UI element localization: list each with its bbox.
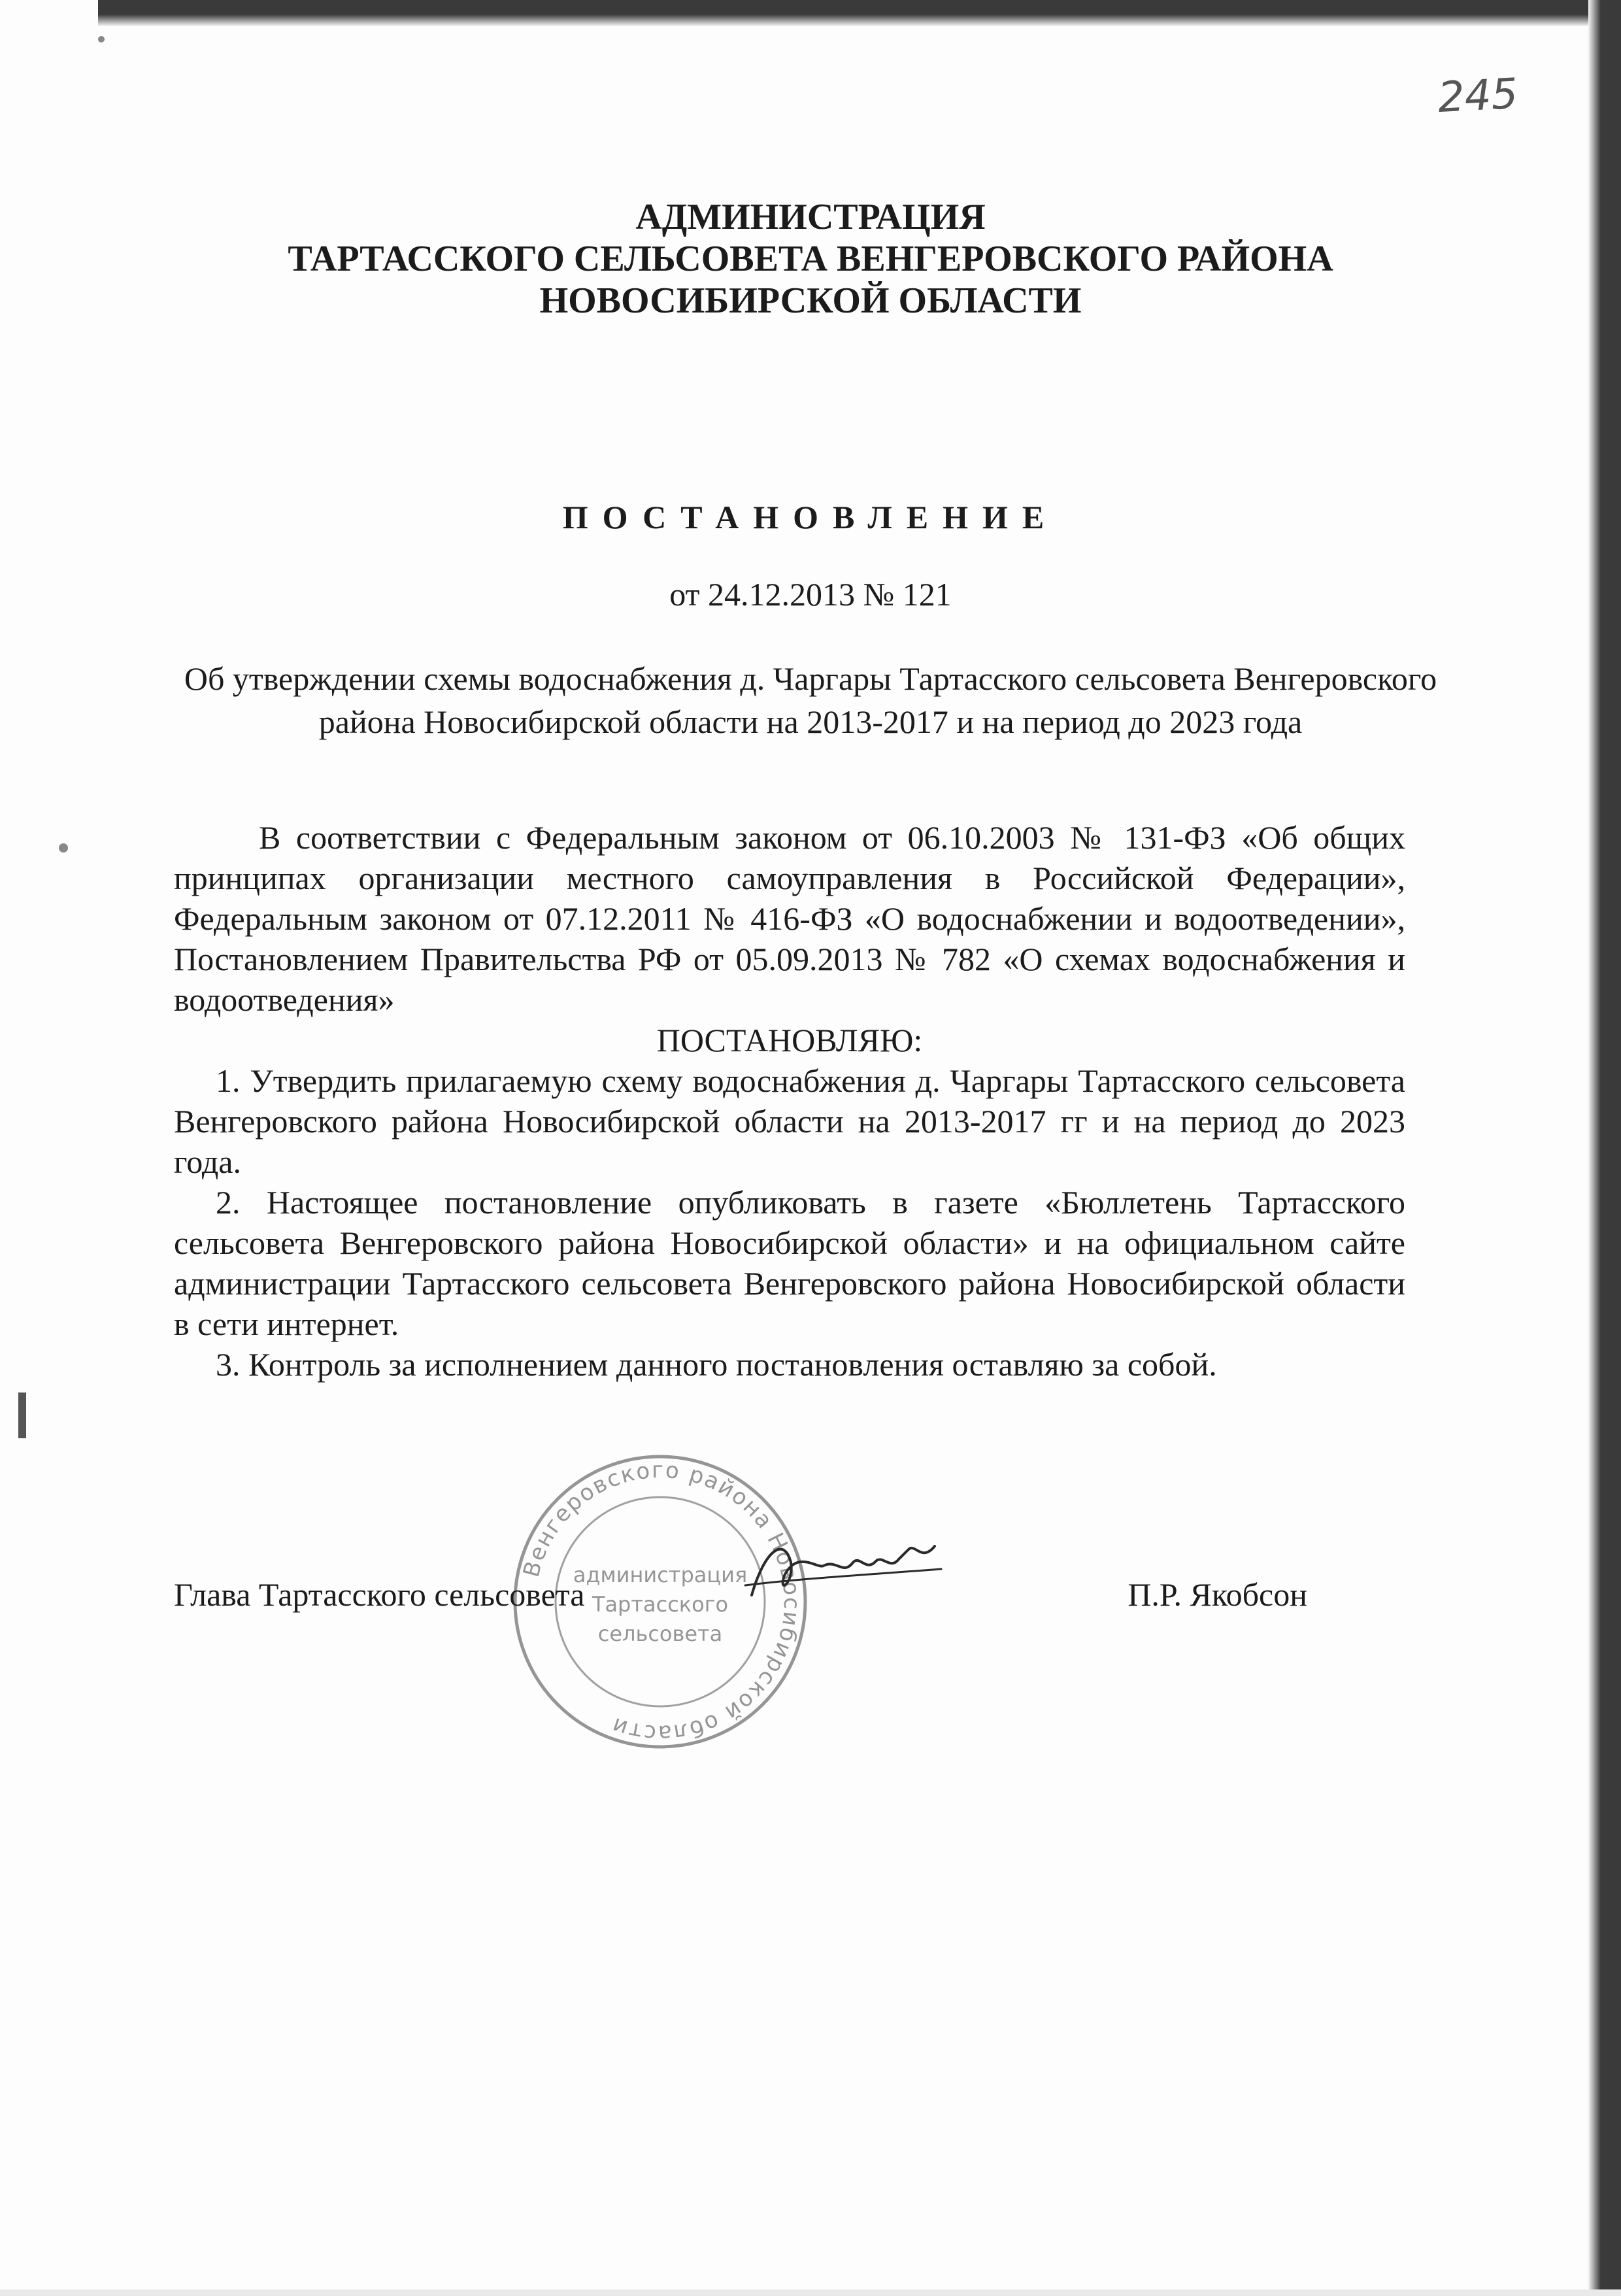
- handwritten-page-number: 245: [1437, 69, 1520, 123]
- header-line-3: НОВОСИБИРСКОЙ ОБЛАСТИ: [539, 280, 1082, 321]
- document-subject: Об утверждении схемы водоснабжения д. Чаргары Тартасского сельсовета Венгеровского района Новосибирской области на 2013-2017 и на период до 2023 года: [184, 660, 1437, 740]
- svg-text:Тартасского: Тартасского: [592, 1592, 729, 1617]
- list-item: 1. Утвердить прилагаемую схему водоснабжения д. Чаргары Тартасского сельсовета Венгеровского района Новосибирской области на 2013-2017 гг и на период до 2023 года.: [174, 1062, 1405, 1180]
- list-item: 3. Контроль за исполнением данного постановления оставляю за собой.: [216, 1346, 1217, 1383]
- scan-left-mark: [18, 1393, 26, 1438]
- scan-top-left-corner: [0, 0, 98, 26]
- document-header: [170, 196, 1451, 322]
- scan-top-edge: [0, 0, 1621, 26]
- scan-bottom-edge: [0, 2289, 1621, 2296]
- list-item: 2. Настоящее постановление опубликовать в газете «Бюллетень Тартасского сельсовета Венгеровского района Новосибирской области» и на официальном сайте администрации Тартасского сельсовета Венгеровского района Новосибирской области в сети интернет.: [174, 1184, 1405, 1342]
- document-date-number: от 24.12.2013 № 121: [669, 576, 952, 613]
- preamble-paragraph: В соответствии с Федеральным законом от 06.10.2003 № 131-ФЗ «Об общих принципах организации местного самоуправления в Российской Федерации», Федеральным законом от 07.12.2011 № 416-ФЗ «О водоснабжении и водоотведении», Постановлением Правительства РФ от 05.09.2013 № 782 «О схемах водоснабжения и водоотведения»: [174, 819, 1405, 1018]
- header-line-1: АДМИНИСТРАЦИЯ: [635, 197, 986, 237]
- scan-right-edge: [1588, 0, 1621, 2296]
- signatory-title: Глава Тартасского сельсовета: [174, 1576, 585, 1613]
- svg-text:сельсовета: сельсовета: [597, 1621, 723, 1646]
- document-body: [174, 817, 1405, 1385]
- scan-speck: [59, 843, 68, 853]
- header-line-2: ТАРТАССКОГО СЕЛЬСОВЕТА ВЕНГЕРОВСКОГО РАЙОНА: [288, 239, 1333, 279]
- decree-word: ПОСТАНОВЛЯЮ:: [656, 1022, 923, 1058]
- svg-text:администрация: администрация: [573, 1562, 748, 1587]
- document-type: ПОСТАНОВЛЕНИЕ: [562, 499, 1059, 535]
- handwritten-signature: [739, 1523, 948, 1621]
- signatory-name: П.Р. Якобсон: [1128, 1576, 1307, 1613]
- scan-speck: [98, 36, 105, 42]
- svg-text:Венгеровского района Новосибир: Венгеровского района Новосибирской области: [518, 1457, 805, 1747]
